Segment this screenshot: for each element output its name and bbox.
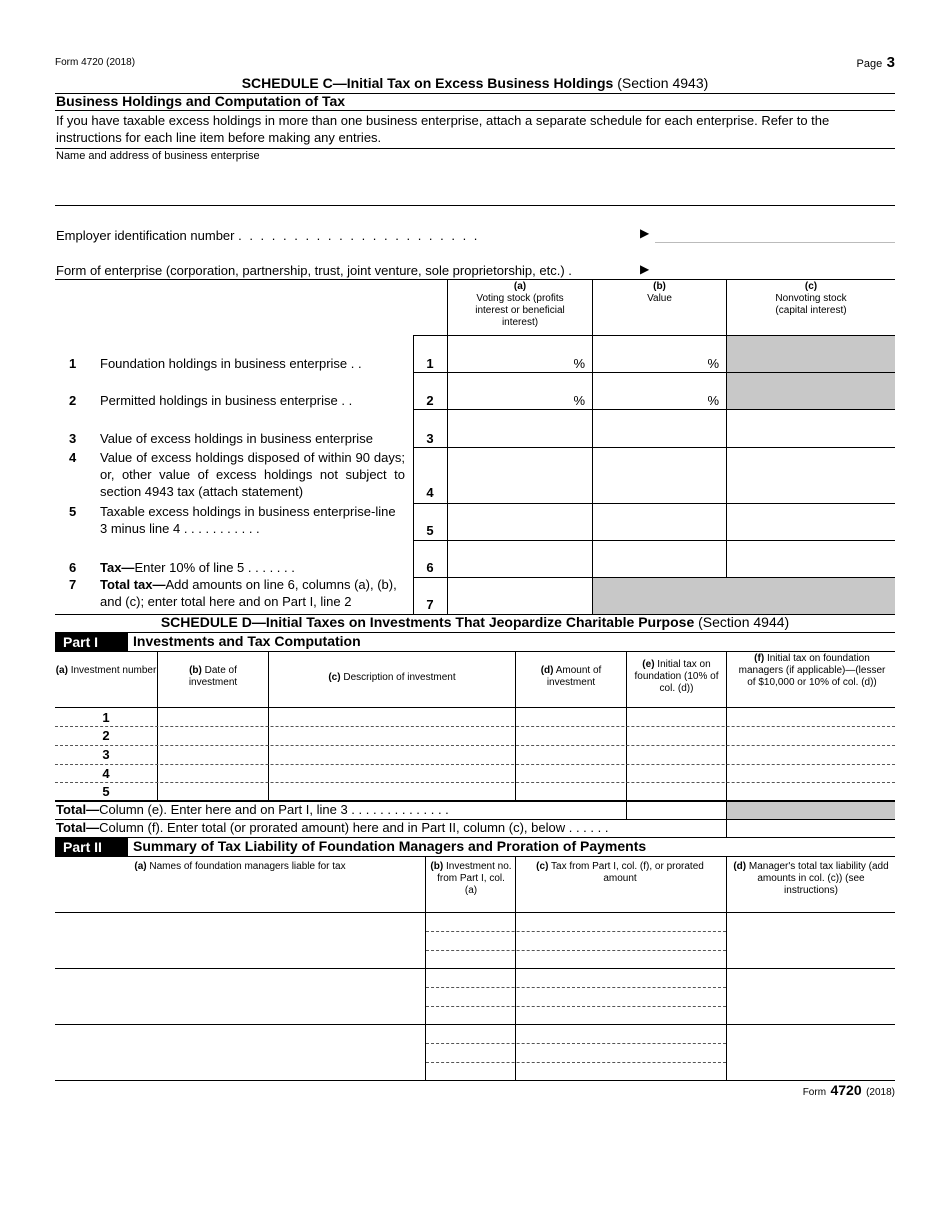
line-5-col-a-input[interactable] xyxy=(448,504,592,540)
line-2-col-a-pct: % xyxy=(573,393,585,408)
line-5-box: 5 xyxy=(426,523,434,538)
part-1-tag: Part I xyxy=(55,633,128,651)
line-3-number: 3 xyxy=(69,431,77,446)
ein-label xyxy=(56,228,479,243)
line-2-number: 2 xyxy=(69,393,77,408)
footer-form-num: 4720 xyxy=(830,1082,862,1098)
part1-col-e-text: Initial tax on foundation (10% of col. (d)) xyxy=(634,659,719,694)
investment-row-4-number: 4 xyxy=(102,766,110,781)
part1-col-a-text: Investment number xyxy=(67,665,157,676)
line-1-number: 1 xyxy=(69,356,77,371)
ein-dots: . . . . . . . . . . . . . . . . . . . . . . xyxy=(238,228,480,243)
line-7-desc-text: Add amounts on line 6, columns (a), (b), and (c); enter total here and on Part I, line 2 xyxy=(100,577,397,609)
part1-col-b-letter: (b) xyxy=(189,665,202,676)
total-column-f-input[interactable] xyxy=(727,820,895,837)
part1-col-b-text: Date of investment xyxy=(188,665,238,688)
schedule-c-title-text: SCHEDULE C—Initial Tax on Excess Business Holdings xyxy=(241,75,614,91)
line-4-box: 4 xyxy=(426,485,434,500)
part1-col-f-text: Initial tax on foundation managers (if applicable)—(lesser of $10,000 or 10% of col. (d)) xyxy=(738,653,886,688)
form-of-enterprise-label xyxy=(56,263,572,278)
line-1-col-b-pct: % xyxy=(707,356,719,371)
manager-3-total-liability-input[interactable] xyxy=(727,1025,895,1080)
part2-col-d-text: Manager's total tax liability (add amounts in col. (c)) (see instructions) xyxy=(746,861,889,896)
col-b-text: Value xyxy=(647,293,672,304)
line-5-col-b-input[interactable] xyxy=(593,504,726,540)
schedule-c-subtitle: Business Holdings and Computation of Tax xyxy=(56,93,346,109)
part1-col-f-letter: (f) xyxy=(754,653,765,664)
total-column-e-input[interactable] xyxy=(627,802,726,819)
part1-col-c-text: Description of investment xyxy=(340,672,456,683)
part1-col-e-letter: (e) xyxy=(642,659,655,670)
date-of-investment-inputs[interactable] xyxy=(158,708,268,800)
description-of-investment-inputs[interactable] xyxy=(269,708,515,800)
part1-col-d-header xyxy=(526,665,616,689)
form-of-enterprise-text: Form of enterprise (corporation, partnership, trust, joint venture, sole proprietorship, etc.) xyxy=(56,263,565,278)
part-2-title: Summary of Tax Liability of Foundation Managers and Proration of Payments xyxy=(133,838,647,854)
schedule-d-title-text: SCHEDULE D—Initial Taxes on Investments That Jeopardize Charitable Purpose xyxy=(160,614,695,630)
line-5-col-c-input[interactable] xyxy=(727,504,895,540)
total-e-text: Column (e). Enter here and on Part I, line 3 . . . . . . . . . . . . . . xyxy=(99,802,449,817)
part2-col-a-header xyxy=(55,861,425,873)
line-5-desc: Taxable excess holdings in business enterprise-line 3 minus line 4 . . . . . . . . . . . xyxy=(100,504,396,536)
line-4-col-c-input[interactable] xyxy=(727,448,895,503)
schedule-d-title xyxy=(55,614,895,630)
line-1-col-a-pct: % xyxy=(573,356,585,371)
part2-col-b-header xyxy=(430,861,512,897)
total-column-f-label xyxy=(56,820,608,835)
part2-col-a-text: Names of foundation managers liable for tax xyxy=(146,861,346,872)
part1-col-c-header xyxy=(269,672,515,684)
part1-col-a-header xyxy=(55,665,157,677)
initial-tax-foundation-inputs[interactable] xyxy=(627,708,726,800)
line-4-col-a-input[interactable] xyxy=(448,448,592,503)
line-6-desc xyxy=(100,559,410,576)
line-7-desc xyxy=(100,576,410,610)
total-e-bold: Total— xyxy=(56,802,100,817)
form-of-enterprise-field[interactable] xyxy=(660,260,895,278)
part1-col-d-letter: (d) xyxy=(540,665,554,676)
manager-name-2-input[interactable] xyxy=(55,969,425,1024)
total-f-text: Column (f). Enter total (or prorated amount) here and in Part II, column (c), below . . . . . . xyxy=(99,820,609,835)
schedule-c-instructions: If you have taxable excess holdings in more than one business enterprise, attach a separate schedule for each enterprise. Refer to the instructions for each line item before making any entries. xyxy=(56,113,830,145)
part2-col-b-letter: (b) xyxy=(430,861,444,872)
part1-col-f-header xyxy=(737,653,887,689)
col-c-text: Nonvoting stock (capital interest) xyxy=(775,293,847,316)
line-2-desc: Permitted holdings in business enterprise . . xyxy=(100,393,353,408)
manager-2-total-liability-input[interactable] xyxy=(727,969,895,1024)
line-4-number: 4 xyxy=(69,450,77,465)
part2-col-c-header xyxy=(520,861,720,885)
investment-row-1-number: 1 xyxy=(102,710,110,725)
part1-col-c-letter: (c) xyxy=(328,672,341,683)
amount-of-investment-inputs[interactable] xyxy=(516,708,626,800)
part2-col-c-text: Tax from Part I, col. (f), or prorated amount xyxy=(548,861,704,884)
name-address-field[interactable] xyxy=(55,163,895,205)
col-b-header xyxy=(593,281,726,305)
line-6-desc-bold: Tax— xyxy=(100,560,135,575)
col-c-header xyxy=(727,281,895,317)
initial-tax-managers-inputs[interactable] xyxy=(727,708,895,800)
col-b-letter: (b) xyxy=(653,281,666,292)
footer-year: (2018) xyxy=(866,1087,895,1098)
line-6-number: 6 xyxy=(69,560,77,575)
col-a-letter: (a) xyxy=(513,281,527,292)
line-7-desc-bold: Total tax— xyxy=(100,577,166,592)
form-of-enterprise-dot: . xyxy=(568,263,572,278)
part2-col-a-letter: (a) xyxy=(134,861,147,872)
total-column-e-label xyxy=(56,802,449,817)
line-7-number: 7 xyxy=(69,577,77,592)
part1-col-d-text: Amount of investment xyxy=(546,665,602,688)
name-address-label: Name and address of business enterprise xyxy=(56,150,260,162)
investment-row-3-number: 3 xyxy=(102,747,110,762)
line-3-col-c-input[interactable] xyxy=(727,410,895,447)
manager-2-investment-no-inputs[interactable] xyxy=(426,969,515,1024)
schedule-d-section: (Section 4944) xyxy=(698,614,790,630)
part1-col-e-header xyxy=(627,659,726,695)
part2-col-d-letter: (d) xyxy=(733,861,747,872)
form-id-header: Form 4720 (2018) xyxy=(55,57,136,68)
col-a-text: Voting stock (profits interest or beneficial interest) xyxy=(475,293,565,328)
part1-col-a-letter: (a) xyxy=(55,665,68,676)
part-1-title: Investments and Tax Computation xyxy=(133,633,361,649)
ein-arrow-icon: ▶ xyxy=(640,226,650,240)
manager-name-3-input[interactable] xyxy=(55,1025,425,1080)
part2-col-c-letter: (c) xyxy=(536,861,549,872)
part2-col-b-text: Investment no. from Part I, col. (a) xyxy=(437,861,512,896)
schedule-c-title xyxy=(55,75,895,91)
line-6-desc-text: Enter 10% of line 5 . . . . . . . xyxy=(134,560,295,575)
schedule-c-section: (Section 4943) xyxy=(617,75,709,91)
ein-label-text: Employer identification number xyxy=(56,228,235,243)
line-3-desc: Value of excess holdings in business enterprise xyxy=(100,431,373,446)
line-1-desc: Foundation holdings in business enterprise . . xyxy=(100,356,362,371)
line-7-col-a-input[interactable] xyxy=(448,578,592,614)
line-6-col-b-input[interactable] xyxy=(593,541,726,577)
form-of-enterprise-arrow-icon: ▶ xyxy=(640,262,650,276)
manager-1-investment-no-inputs[interactable] xyxy=(426,913,515,968)
line-6-col-c-input[interactable] xyxy=(727,541,895,577)
manager-1-tax-inputs[interactable] xyxy=(516,913,726,968)
ein-field[interactable] xyxy=(660,224,895,244)
line-2-box: 2 xyxy=(426,393,434,408)
page-num-value: 3 xyxy=(886,54,895,71)
part-2-tag: Part II xyxy=(55,838,128,856)
page-number xyxy=(857,54,896,72)
footer-form-id xyxy=(803,1082,895,1100)
line-3-col-b-input[interactable] xyxy=(593,410,726,447)
line-4-col-b-input[interactable] xyxy=(593,448,726,503)
col-c-letter: (c) xyxy=(804,281,818,292)
total-f-bold: Total— xyxy=(56,820,100,835)
investment-row-5-number: 5 xyxy=(102,784,110,799)
part1-col-b-header xyxy=(168,665,258,689)
manager-1-total-liability-input[interactable] xyxy=(727,913,895,968)
manager-2-tax-inputs[interactable] xyxy=(516,969,726,1024)
line-2-col-b-pct: % xyxy=(707,393,719,408)
line-3-box: 3 xyxy=(426,431,434,446)
manager-3-tax-inputs[interactable] xyxy=(516,1025,726,1080)
line-6-box: 6 xyxy=(426,560,434,575)
line-3-col-a-input[interactable] xyxy=(448,410,592,447)
col-a-header xyxy=(448,281,592,329)
line-4-desc: Value of excess holdings disposed of within 90 days; or, other value of excess holdings not subject to section 4943 tax (attach statement) xyxy=(100,450,405,499)
line-5-number: 5 xyxy=(69,504,77,519)
investment-row-2-number: 2 xyxy=(102,728,110,743)
line-6-col-a-input[interactable] xyxy=(448,541,592,577)
part2-col-d-header xyxy=(732,861,890,897)
footer-form-label: Form xyxy=(802,1087,827,1098)
manager-name-1-input[interactable] xyxy=(55,913,425,968)
line-7-box: 7 xyxy=(426,597,434,612)
page-label: Page xyxy=(856,58,883,70)
manager-3-investment-no-inputs[interactable] xyxy=(426,1025,515,1080)
line-1-box: 1 xyxy=(426,356,434,371)
